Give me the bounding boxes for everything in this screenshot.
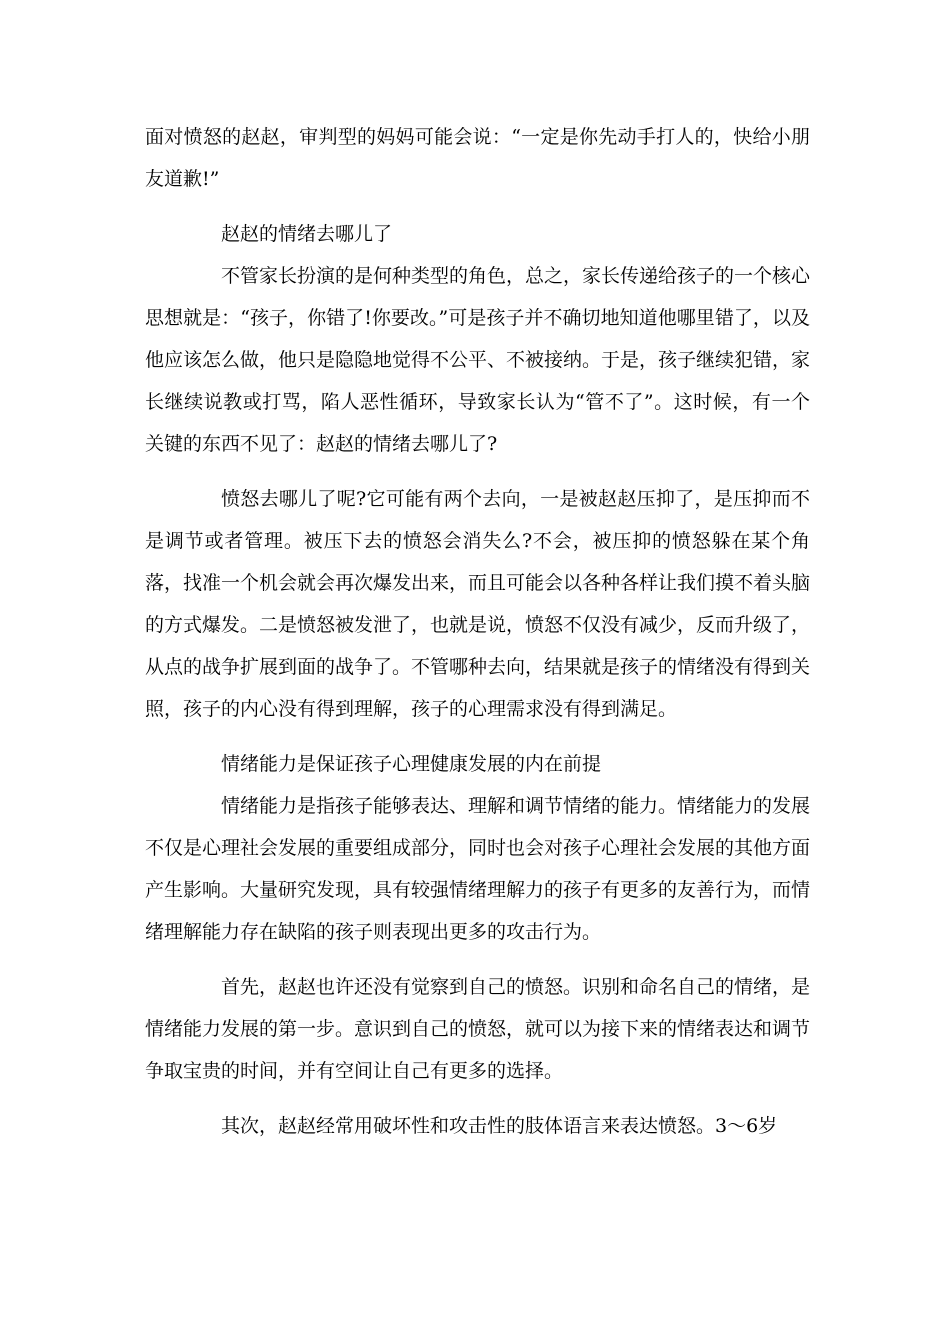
body-paragraph: 情绪能力是指孩子能够表达、理解和调节情绪的能力。情绪能力的发展不仅是心理社会发展的重要组成部分，同时也会对孩子心理社会发展的其他方面产生影响。大量研究发现，具有较强情绪理解力的孩子有更多的友善行为，而情绪理解能力存在缺陷的孩子则表现出更多的攻击行为。 xyxy=(145,795,811,943)
body-paragraph: 愤怒去哪儿了呢?它可能有两个去向，一是被赵赵压抑了，是压抑而不是调节或者管理。被压下去的愤怒会消失么?不会，被压抑的愤怒躲在某个角落，找准一个机会就会再次爆发出来，而且可能会以各种各样让我们摸不着头脑的方式爆发。二是愤怒被发泄了，也就是说，愤怒不仅没有减少，反而升级了，从点的战争扩展到面的战争了。不管哪种去向，结果就是孩子的情绪没有得到关照，孩子的内心没有得到理解，孩子的心理需求没有得到满足。 xyxy=(145,488,811,720)
document-body xyxy=(145,116,810,1160)
body-paragraph: 首先，赵赵也许还没有觉察到自己的愤怒。识别和命名自己的情绪，是情绪能力发展的第一步。意识到自己的愤怒，就可以为接下来的情绪表达和调节争取宝贵的时间，并有空间让自己有更多的选择。 xyxy=(145,976,811,1082)
section-heading: 赵赵的情绪去哪儿了 xyxy=(221,223,393,245)
section-heading: 情绪能力是保证孩子心理健康发展的内在前提 xyxy=(221,753,602,775)
body-paragraph: 其次，赵赵经常用破坏性和攻击性的肢体语言来表达愤怒。3～6岁 xyxy=(221,1115,778,1137)
body-paragraph: 面对愤怒的赵赵，审判型的妈妈可能会说：“一定是你先动手打人的，快给小朋友道歉!” xyxy=(145,126,810,190)
body-paragraph: 不管家长扮演的是何种类型的角色，总之，家长传递给孩子的一个核心思想就是：“孩子，你错了!你要改。”可是孩子并不确切地知道他哪里错了，以及他应该怎么做，他只是隐隐地觉得不公平、不被接纳。于是，孩子继续犯错，家长继续说教或打骂，陷人恶性循环，导致家长认为“管不了”。这时候，有一个关键的东西不见了：赵赵的情绪去哪儿了? xyxy=(145,265,811,455)
